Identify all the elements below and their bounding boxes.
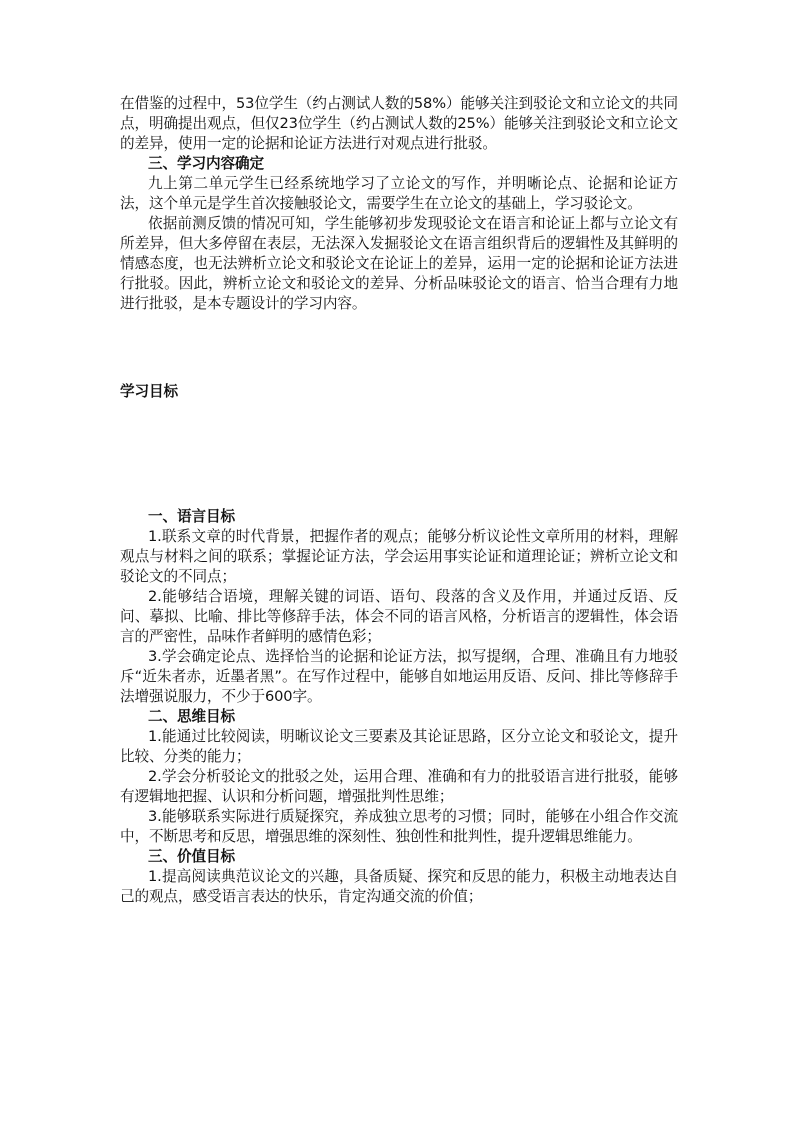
language-goal-2: 2.能够结合语境，理解关键的词语、语句、段落的含义及作用，并通过反语、反问、摹拟、比喻、排比等修辞手法，体会不同的语言风格，分析语言的逻辑性，体会语言的严密性，品味作者鲜明的感情色彩； — [120, 588, 678, 645]
section-heading-content: 三、学习内容确定 — [148, 155, 264, 172]
value-goal-1: 1.提高阅读典范议论文的兴趣，具备质疑、探究和反思的能力，积极主动地表达自己的观点，感受语言表达的快乐，肯定沟通交流的价值； — [120, 868, 678, 905]
thinking-goals-heading: 二、思维目标 — [148, 708, 235, 725]
thinking-goal-1: 1.能通过比较阅读，明晰议论文三要素及其论证思路，区分立论文和驳论文，提升比较、分类的能力； — [120, 728, 678, 765]
value-goals-heading: 三、价值目标 — [148, 848, 235, 865]
document-page — [120, 94, 678, 907]
language-goal-3: 3.学会确定论点、选择恰当的论据和论证方法，拟写提纲，合理、准确且有力地驳斥“近朱者赤，近墨者黑”。在写作过程中，能够自如地运用反语、反问、排比等修辞手法增强说服力，不少于600字。 — [120, 648, 678, 705]
goals-title: 学习目标 — [120, 383, 178, 400]
content-paragraph-1: 九上第二单元学生已经系统地学习了立论文的写作，并明晰论点、论据和论证方法，这个单元是学生首次接触驳论文，需要学生在立论文的基础上，学习驳论文。 — [120, 175, 678, 212]
intro-paragraph: 在借鉴的过程中，53位学生（约占测试人数的58%）能够关注到驳论文和立论文的共同点，明确提出观点，但仅23位学生（约占测试人数的25%）能够关注到驳论文和立论文的差异，使用一定的论据和论证方法进行对观点进行批驳。 — [120, 95, 678, 152]
content-paragraph-2: 依据前测反馈的情况可知，学生能够初步发现驳论文在语言和论证上都与立论文有所差异，但大多停留在表层，无法深入发掘驳论文在语言组织背后的逻辑性及其鲜明的情感态度，也无法辨析立论文和驳论文在论证上的差异，运用一定的论据和论证方法进行批驳。因此，辨析立论文和驳论文的差异、分析品味驳论文的语言、恰当合理有力地进行批驳，是本专题设计的学习内容。 — [120, 215, 678, 312]
language-goal-1: 1.联系文章的时代背景，把握作者的观点；能够分析议论性文章所用的材料，理解观点与材料之间的联系；掌握论证方法，学会运用事实论证和道理论证；辨析立论文和驳论文的不同点； — [120, 528, 678, 585]
language-goals-heading: 一、语言目标 — [148, 508, 235, 525]
thinking-goal-2: 2.学会分析驳论文的批驳之处，运用合理、准确和有力的批驳语言进行批驳，能够有逻辑地把握、认识和分析问题，增强批判性思维； — [120, 768, 678, 805]
thinking-goal-3: 3.能够联系实际进行质疑探究，养成独立思考的习惯；同时，能够在小组合作交流中，不断思考和反思，增强思维的深刻性、独创性和批判性，提升逻辑思维能力。 — [120, 808, 678, 845]
